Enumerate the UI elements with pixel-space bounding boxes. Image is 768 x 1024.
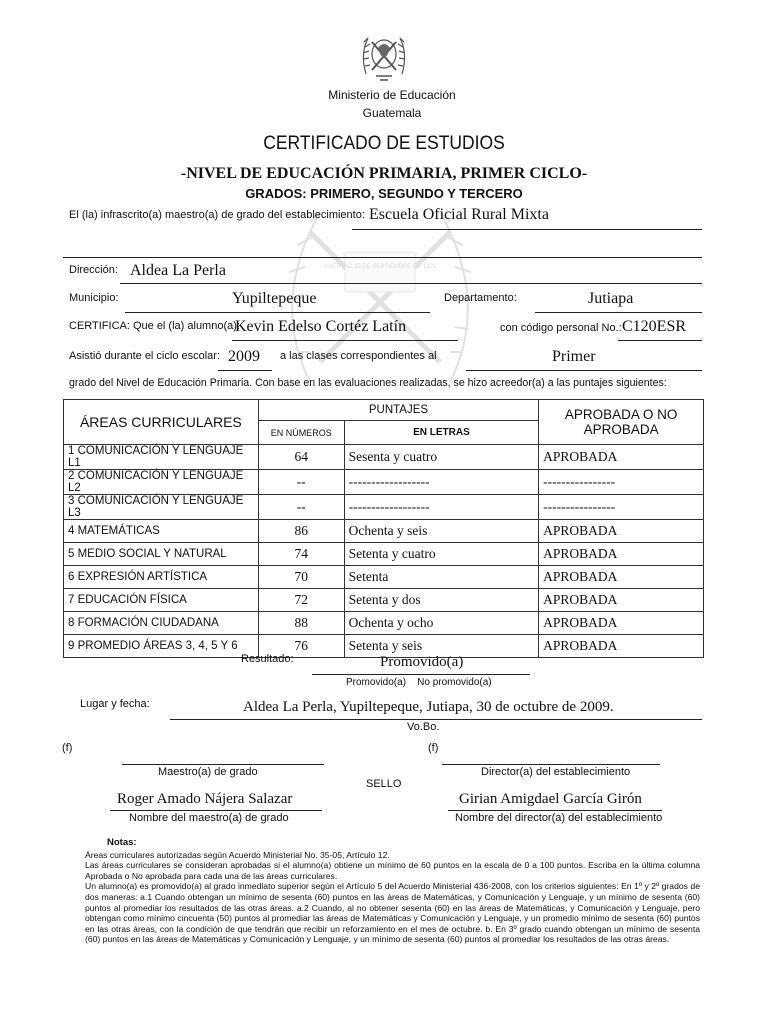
intro-label: El (la) infrascrito(a) maestro(a) de grado del establecimiento: [69,209,365,221]
department-value: Jutiapa [588,290,634,307]
address-value: Aldea La Perla [130,262,226,279]
director-name: Girian Amigdael García Girón [459,791,642,807]
table-row: 8 FORMACIÓN CIUDADANA 88 Ochenta y ocho APROBADA [64,612,704,635]
level-title: -NIVEL DE EDUCACIÓN PRIMARIA, PRIMER CICLO- [180,165,588,182]
director-role: Director(a) del establecimiento [481,766,631,778]
notes-paragraph: Las áreas curriculares se consideran aprobadas si el alumno(a) obtiene un mínimo de 60 puntos en la escala de 0 a 100 puntos. Escriba en la última columna Aprobada o No aprobada para cada una de las áreas curriculares. [85,860,700,881]
notes-title: Notas: [107,837,137,848]
table-row: 2 COMUNICACIÓN Y LENGUAJE L2 -- ------------------ ---------------- [64,470,704,495]
letters-header: EN LETRAS [344,421,539,445]
teacher-signature-mark: (f) [62,742,73,754]
coat-of-arms-emblem [356,24,412,86]
notes-paragraph: Un alumno(a) es promovido(a) al grado inmediato superior según el Artículo 5 del Acuerdo Ministerial 436-2008, con los criterios siguientes: En 1º y 2º grados de dos maneras: a.1 Cuando obtengan un mínimo de sesenta (60) puntos en las áreas de Matemáticas, y Comunicación y Lenguaje, y un mínimo de sesenta (60) puntos al promediar los resultados de las otras áreas. a.2 Cuando, al no obtener sesenta (60) en las áreas de Matemáticas, y Comunicación y Lenguaje, pero obtengan como mínimo cincuenta (50) puntos al promediar las áreas de Matemáticas y Comunicación y Lenguaje, y un promedio mínimo de sesenta (60) puntos en las otras áreas, con la condición de que tendrán que recibir un reforzamiento en el mes de octubre. b. En 3º grado cuando obtengan un mínimo de sesenta (60) puntos en las áreas de Matemáticas y Comunicación y Lenguaje, y un mínimo de sesenta (60) puntos al promediar los resultados de las otras áreas. [85,881,700,945]
director-name-label: Nombre del director(a) del establecimiento [455,812,663,824]
table-row: 5 MEDIO SOCIAL Y NATURAL 74 Setenta y cuatro APROBADA [64,543,704,566]
result-label: Resultado: [241,653,294,665]
table-row: 7 EDUCACIÓN FÍSICA 72 Setenta y dos APROBADA [64,589,704,612]
place-label: Lugar y fecha: [80,698,150,710]
table-row: 9 PROMEDIO ÁREAS 3, 4, 5 Y 6 76 Setenta y seis APROBADA [64,635,704,658]
table-row: 1 COMUNICACIÓN Y LENGUAJE L1 64 Sesenta y cuatro APROBADA [64,445,704,470]
student-name: Kevin Edelso Cortéz Latín [235,318,407,335]
student-code: C120ESR [622,318,687,335]
ministry-name: Ministerio de Educación [328,88,456,102]
table-row: 6 EXPRESIÓN ARTÍSTICA 70 Setenta APROBADA [64,566,704,589]
teacher-name: Roger Amado Nájera Salazar [117,791,293,807]
municipality-value: Yupiltepeque [232,290,317,307]
place-value: Aldea La Perla, Yupiltepeque, Jutiapa, 30 de octubre de 2009. [243,699,614,715]
document-title: CERTIFICADO DE ESTUDIOS [263,133,505,154]
classes-label: a las clases correspondientes al [280,350,437,362]
country-name: Guatemala [362,106,422,120]
teacher-role: Maestro(a) de grado [158,766,258,778]
seal-label: SELLO [366,778,402,790]
result-value: Promovido(a) [380,654,464,670]
grades-table [63,399,704,658]
notes-section [85,838,700,945]
grade-sentence: grado del Nivel de Educación Primaria. Con base en las evaluaciones realizadas, se hizo acreedor(a) a las puntajes siguientes: [69,377,667,389]
grades-title: GRADOS: PRIMERO, SEGUNDO Y TERCERO [245,186,523,201]
department-label: Departamento: [444,292,517,304]
grade-value: Primer [552,348,596,365]
vobo-label: Vo.Bo. [407,721,440,733]
scores-header: PUNTAJES [258,400,538,421]
table-row: 4 MATEMÁTICAS 86 Ochenta y seis APROBADA [64,520,704,543]
areas-header: ÁREAS CURRICULARES [64,400,259,445]
code-label: con código personal No.: [500,322,622,334]
teacher-name-label: Nombre del maestro(a) de grado [129,812,289,824]
result-options: Promovido(a) No promovido(a) [346,677,492,688]
notes-paragraph: Áreas curriculares autorizadas según Acuerdo Ministerial No. 35-05, Artículo 12. [85,849,390,860]
address-label: Dirección: [69,264,118,276]
school-year: 2009 [228,348,260,365]
table-row: 3 COMUNICACIÓN Y LENGUAJE L3 -- ------------------ ---------------- [64,495,704,520]
municipality-label: Municipio: [69,292,119,304]
watermark-text: LIBERTAD 15 DE SEPTIEMBRE DE 1821 [323,264,437,270]
certifies-label: CERTIFICA: Que el (la) alumno(a): [69,320,240,332]
year-label: Asistió durante el ciclo escolar: [69,350,221,362]
status-header: APROBADA O NO APROBADA [539,400,704,445]
director-signature-mark: (f) [428,742,439,754]
school-name: Escuela Oficial Rural Mixta [369,206,549,223]
numbers-header: EN NÚMEROS [258,421,344,445]
